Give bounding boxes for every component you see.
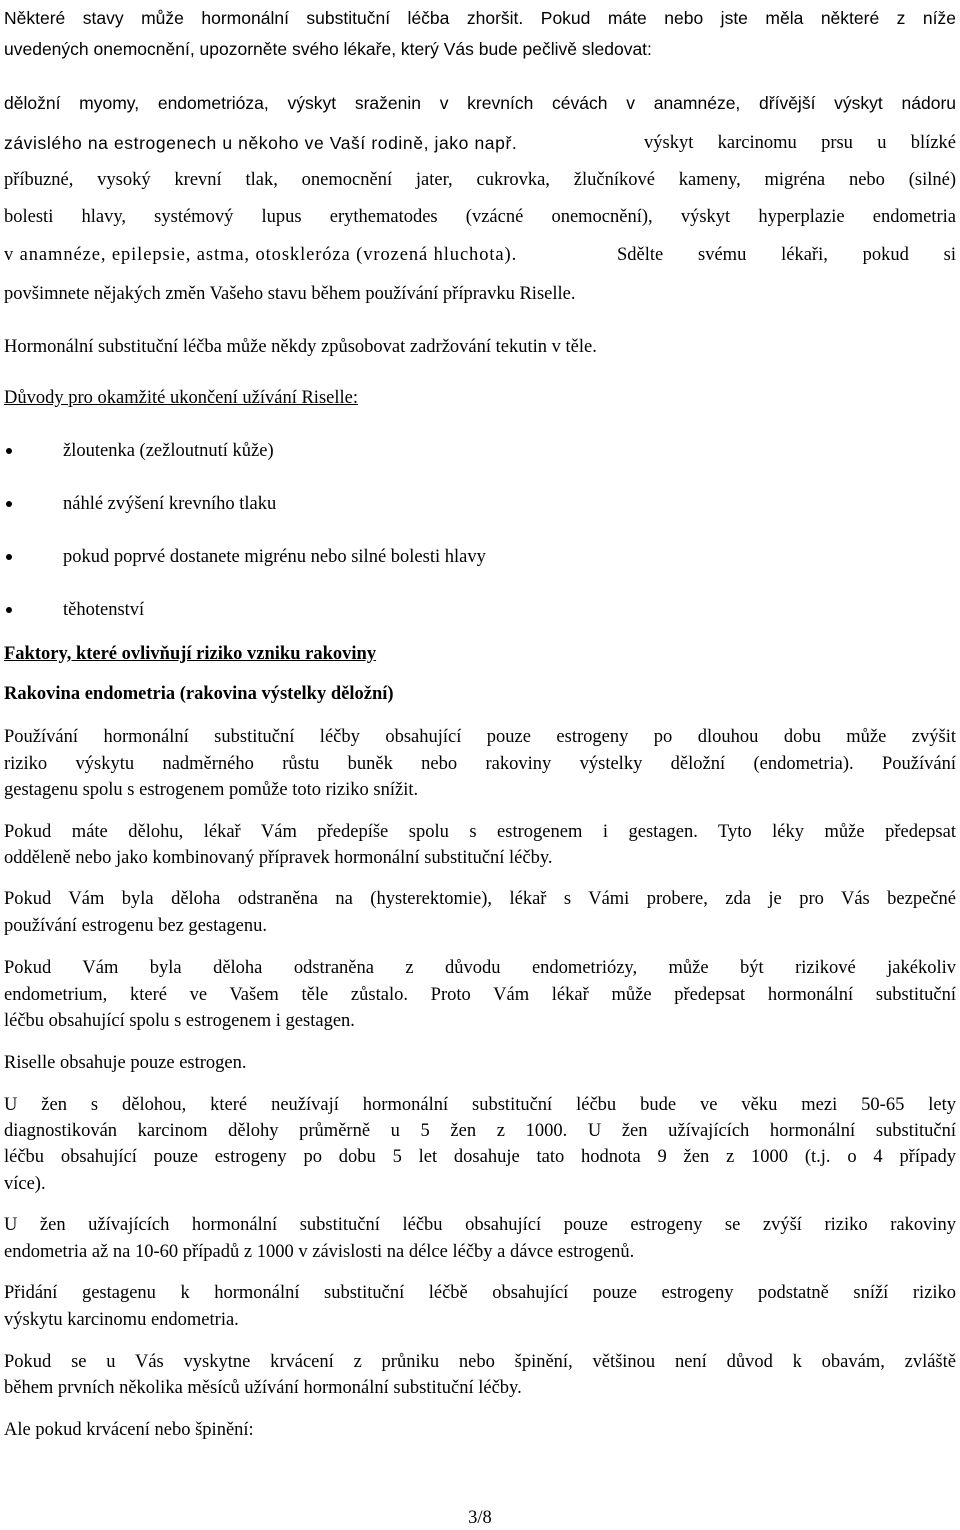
paragraph-line: výskytu karcinomu endometria. — [4, 1310, 239, 1330]
paragraph-line: příbuzné, vysoký krevní tlak, onemocnění jater, cukrovka, žlučníkové kameny, migréna nebo (silné) — [4, 170, 956, 190]
paragraph-line: povšimnete nějakých změn Vašeho stavu během používání přípravku Riselle. — [4, 284, 576, 304]
paragraph-fragment: Sdělte svému lékaři, pokud si — [617, 245, 956, 265]
list-item-text: těhotenství — [63, 600, 145, 620]
paragraph-line: používání estrogenu bez gestagenu. — [4, 916, 268, 936]
paragraph-line: Hormonální substituční léčba může někdy způsobovat zadržování tekutin v těle. — [4, 337, 597, 357]
subsection-heading: Rakovina endometria (rakovina výstelky děložní) — [4, 684, 394, 704]
paragraph-line: Používání hormonální substituční léčby obsahující pouze estrogeny po dlouhou dobu může zvýšit — [4, 727, 956, 747]
paragraph-line: diagnostikován karcinom dělohy průměrně u 5 žen z 1000. U žen užívajících hormonální substituční — [4, 1121, 956, 1141]
paragraph-line: děložní myomy, endometrióza, výskyt sraženin v krevních cévách v anamnéze, dřívější výskyt nádoru — [4, 93, 956, 113]
paragraph-line: Pokud Vám byla děloha odstraněna z důvodu endometriózy, může být rizikové jakékoliv — [4, 958, 956, 978]
paragraph-line: Přidání gestagenu k hormonální substituční léčbě obsahující pouze estrogeny podstatně sníží riziko — [4, 1283, 956, 1303]
reasons-heading: Důvody pro okamžité ukončení užívání Riselle: — [4, 388, 358, 408]
paragraph-line: odděleně nebo jako kombinovaný přípravek hormonální substituční léčby. — [4, 848, 553, 868]
paragraph-line: U žen s dělohou, které neužívají hormonální substituční léčbu bude ve věku mezi 50-65 lety — [4, 1095, 956, 1115]
paragraph-line-mixed — [4, 131, 956, 157]
paragraph-line: endometria až na 10-60 případů z 1000 v závislosti na délce léčby a dávce estrogenů. — [4, 1242, 635, 1262]
paragraph-line-mixed — [4, 243, 956, 268]
paragraph-line: Pokud se u Vás vyskytne krvácení z průniku nebo špinění, většinou není důvod k obavám, zvláště — [4, 1352, 956, 1372]
paragraph-line: Ale pokud krvácení nebo špinění: — [4, 1420, 254, 1440]
bullet-icon — [6, 554, 12, 560]
list-item-text: žloutenka (zežloutnutí kůže) — [63, 441, 274, 461]
paragraph-line: léčbu obsahující spolu s estrogenem i gestagen. — [4, 1011, 355, 1031]
bullet-icon — [6, 501, 12, 507]
paragraph-line: během prvních několika měsíců užívání hormonální substituční léčby. — [4, 1378, 522, 1398]
paragraph-line: endometrium, které ve Vašem těle zůstalo. Proto Vám lékař může předepsat hormonální substituční — [4, 985, 956, 1005]
bullet-icon — [6, 607, 12, 613]
paragraph-line: Pokud máte dělohu, lékař Vám předepíše spolu s estrogenem i gestagen. Tyto léky může předepsat — [4, 822, 956, 842]
paragraph-fragment: v anamnéze, epilepsie, astma, otoskleróza (vrozená hluchota). — [4, 245, 518, 265]
page-number: 3/8 — [468, 1508, 492, 1528]
paragraph-line: riziko výskytu nadměrného růstu buněk nebo rakoviny výstelky děložní (endometria). Používání — [4, 754, 956, 774]
paragraph-line: U žen užívajících hormonální substituční léčbu obsahující pouze estrogeny se zvýší riziko rakoviny — [4, 1215, 956, 1235]
paragraph-line: bolesti hlavy, systémový lupus erythematodes (vzácné onemocnění), výskyt hyperplazie endometria — [4, 207, 956, 227]
paragraph-fragment: výskyt karcinomu prsu u blízké — [644, 133, 956, 153]
paragraph-fragment: závislého na estrogenech u někoho ve Vaší rodině, jako např. — [4, 133, 518, 153]
paragraph-line: více). — [4, 1174, 46, 1194]
bullet-icon — [6, 448, 12, 454]
paragraph-line: léčbu obsahující pouze estrogeny po dobu 5 let dosahuje tato hodnota 9 žen z 1000 (t.j. o 4 případy — [4, 1147, 956, 1167]
paragraph-line: Některé stavy může hormonální substituční léčba zhoršit. Pokud máte nebo jste měla některé z níže — [4, 8, 956, 28]
paragraph-line: uvedených onemocnění, upozorněte svého lékaře, který Vás bude pečlivě sledovat: — [4, 39, 652, 59]
list-item-text: náhlé zvýšení krevního tlaku — [63, 494, 277, 514]
paragraph-line: Pokud Vám byla děloha odstraněna na (hysterektomie), lékař s Vámi probere, zda je pro Vás bezpečné — [4, 889, 956, 909]
paragraph-line: Riselle obsahuje pouze estrogen. — [4, 1053, 247, 1073]
paragraph-line: gestagenu spolu s estrogenem pomůže toto riziko snížit. — [4, 780, 419, 800]
section-heading: Faktory, které ovlivňují riziko vzniku rakoviny — [4, 644, 377, 664]
list-item-text: pokud poprvé dostanete migrénu nebo silné bolesti hlavy — [63, 547, 486, 567]
